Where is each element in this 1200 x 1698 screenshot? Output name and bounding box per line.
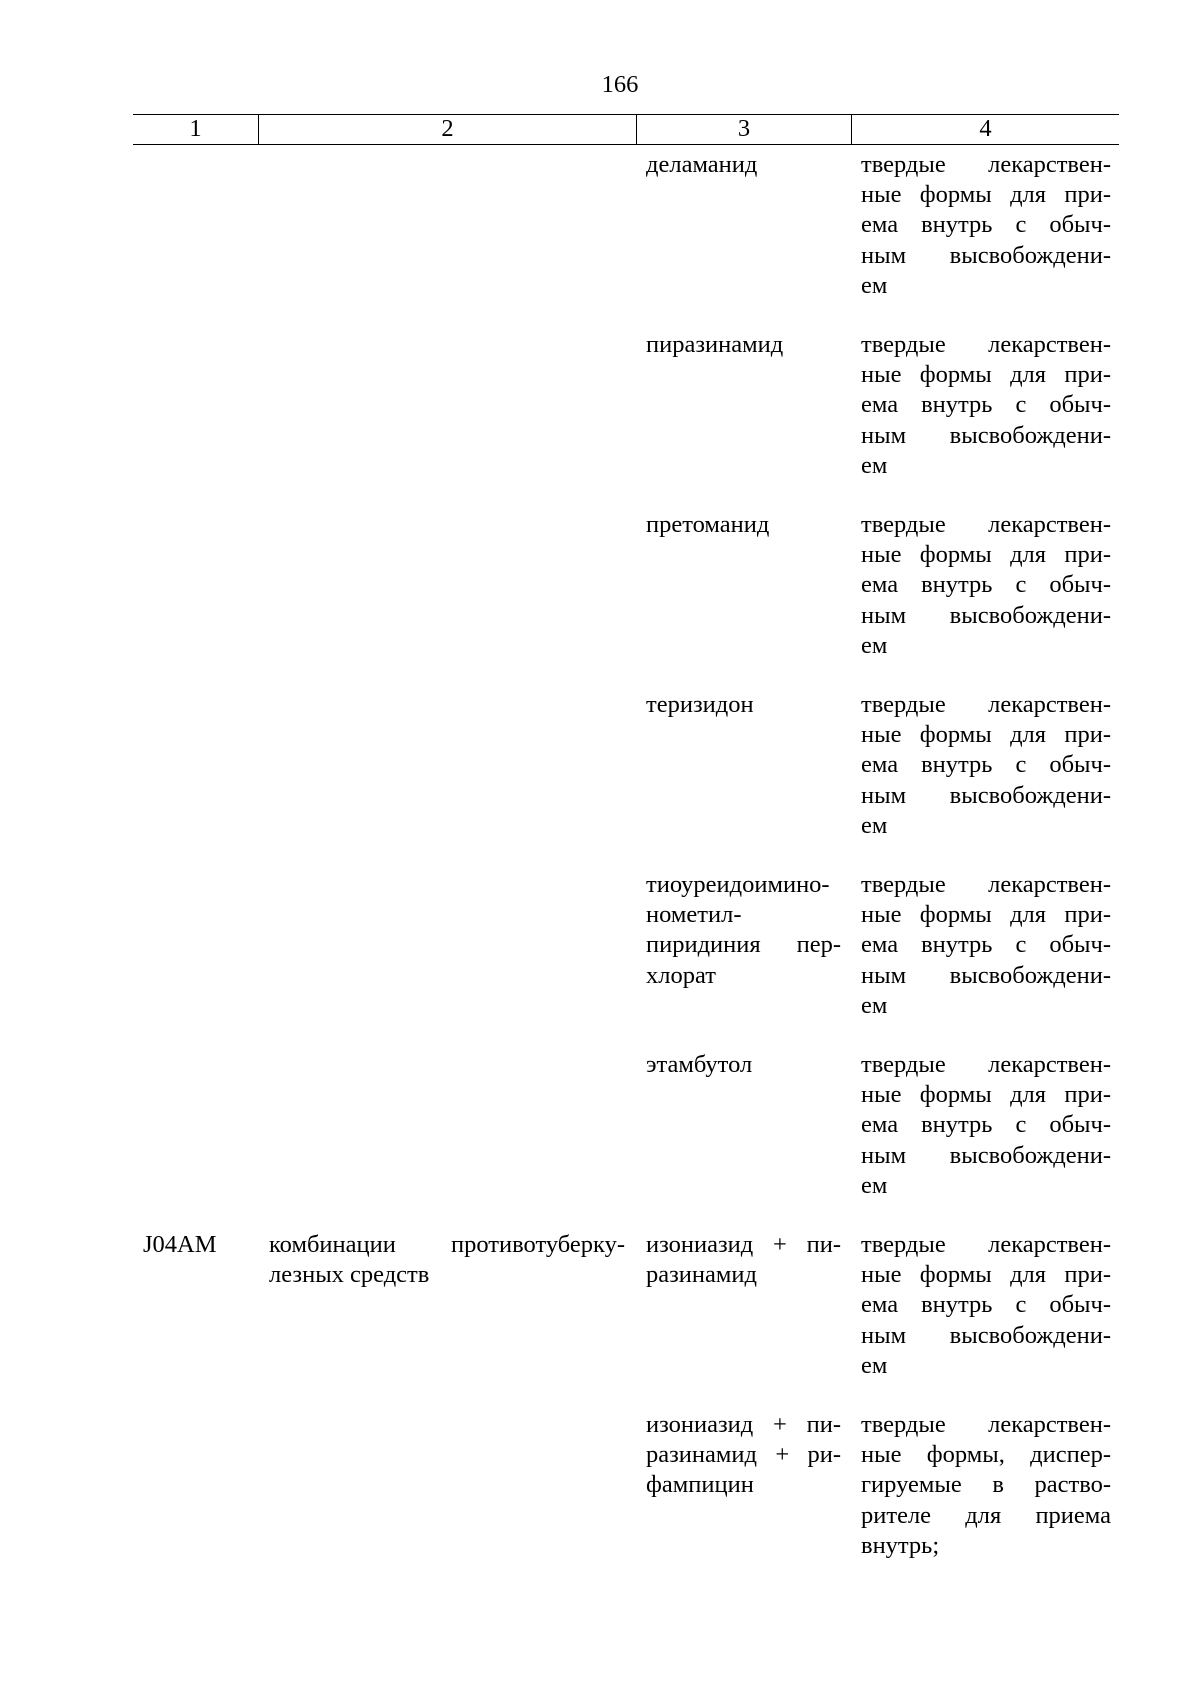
cell-text-line: тиоуреидоимино- xyxy=(646,871,830,898)
dosage-form-cell xyxy=(861,870,1111,1021)
drug-name-cell xyxy=(646,870,841,991)
column-header-4: 4 xyxy=(851,115,1119,144)
group-name-cell xyxy=(269,1230,625,1290)
drug-name-cell xyxy=(646,1410,841,1501)
cell-text-line: твердые лекарствен- xyxy=(861,1051,1111,1078)
cell-text-line: ема внутрь с обыч- xyxy=(861,1291,1111,1319)
cell-text-line: ема внутрь с обыч- xyxy=(861,1111,1111,1139)
drug-name-cell xyxy=(646,690,841,720)
cell-text-line: ема внутрь с обыч- xyxy=(861,391,1111,419)
atc-code-cell xyxy=(143,1230,248,1260)
cell-text-line: ные формы для при- xyxy=(861,1081,1111,1109)
cell-text-line: пиридиния пер- xyxy=(646,931,841,959)
cell-text-line: ные формы для при- xyxy=(861,901,1111,929)
cell-text-line: комбинации противотуберку- xyxy=(269,1231,625,1258)
cell-text-line: ем xyxy=(861,271,888,299)
cell-text-line: ем xyxy=(861,451,888,479)
cell-text-line: ема внутрь с обыч- xyxy=(861,211,1111,239)
cell-text-line: ные формы для при- xyxy=(861,1261,1111,1289)
dosage-form-cell xyxy=(861,150,1111,301)
cell-text-line: претоманид xyxy=(646,511,770,538)
cell-text-line: ем xyxy=(861,991,888,1019)
cell-text-line: рителе для приема xyxy=(861,1501,1111,1529)
column-header-2: 2 xyxy=(258,115,636,144)
cell-text-line: твердые лекарствен- xyxy=(861,1411,1111,1438)
cell-text-line: ема внутрь с обыч- xyxy=(861,751,1111,779)
dosage-form-cell xyxy=(861,510,1111,661)
cell-text-line: твердые лекарствен- xyxy=(861,1231,1111,1258)
cell-text-line: внутрь; xyxy=(861,1531,940,1559)
column-header-3: 3 xyxy=(636,115,851,144)
drug-name-cell xyxy=(646,1230,841,1290)
cell-text-line: ным высвобождени- xyxy=(861,421,1111,449)
column-header-1: 1 xyxy=(189,115,202,142)
cell-text-line: ным высвобождени- xyxy=(861,961,1111,989)
cell-text-line: ем xyxy=(861,1171,888,1199)
cell-text-line: J04AM xyxy=(143,1231,217,1258)
dosage-form-cell xyxy=(861,1050,1111,1201)
cell-text-line: изониазид + пи- xyxy=(646,1231,841,1258)
cell-text-line: твердые лекарствен- xyxy=(861,151,1111,178)
cell-text-line: нометил- xyxy=(646,901,742,929)
dosage-form-cell xyxy=(861,330,1111,481)
cell-text-line: деламанид xyxy=(646,151,758,178)
drug-name-cell xyxy=(646,330,841,360)
cell-text-line: ем xyxy=(861,811,888,839)
cell-text-line: ным высвобождени- xyxy=(861,781,1111,809)
cell-text-line: фампицин xyxy=(646,1471,754,1499)
cell-text-line: ема внутрь с обыч- xyxy=(861,931,1111,959)
drug-name-cell xyxy=(646,150,841,180)
cell-text-line: ным высвобождени- xyxy=(861,1321,1111,1349)
cell-text-line: изониазид + пи- xyxy=(646,1411,841,1438)
cell-text-line: ные формы для при- xyxy=(861,361,1111,389)
cell-text-line: разинамид + ри- xyxy=(646,1441,841,1469)
cell-text-line: ем xyxy=(861,1351,888,1379)
dosage-form-cell xyxy=(861,1230,1111,1381)
cell-text-line: ем xyxy=(861,631,888,659)
cell-text-line: гируемые в раство- xyxy=(861,1471,1111,1499)
drug-name-cell xyxy=(646,510,841,540)
cell-text-line: хлорат xyxy=(646,961,716,989)
cell-text-line: ные формы для при- xyxy=(861,541,1111,569)
cell-text-line: ным высвобождени- xyxy=(861,241,1111,269)
cell-text-line: этамбутол xyxy=(646,1051,753,1078)
cell-text-line: лезных средств xyxy=(269,1261,430,1289)
cell-text-line: ные формы для при- xyxy=(861,181,1111,209)
cell-text-line: ема внутрь с обыч- xyxy=(861,571,1111,599)
cell-text-line: пиразинамид xyxy=(646,331,784,358)
cell-text-line: разинамид xyxy=(646,1261,757,1289)
drug-name-cell xyxy=(646,1050,841,1080)
cell-text-line: ным высвобождени- xyxy=(861,601,1111,629)
page-number: 166 xyxy=(601,71,639,98)
dosage-form-cell xyxy=(861,1410,1111,1561)
dosage-form-cell xyxy=(861,690,1111,841)
cell-text-line: твердые лекарствен- xyxy=(861,331,1111,358)
cell-text-line: ные формы для при- xyxy=(861,721,1111,749)
cell-text-line: теризидон xyxy=(646,691,754,718)
cell-text-line: ные формы, диспер- xyxy=(861,1441,1111,1469)
cell-text-line: твердые лекарствен- xyxy=(861,511,1111,538)
cell-text-line: твердые лекарствен- xyxy=(861,691,1111,718)
table-header-row xyxy=(133,114,1119,145)
cell-text-line: твердые лекарствен- xyxy=(861,871,1111,898)
cell-text-line: ным высвобождени- xyxy=(861,1141,1111,1169)
